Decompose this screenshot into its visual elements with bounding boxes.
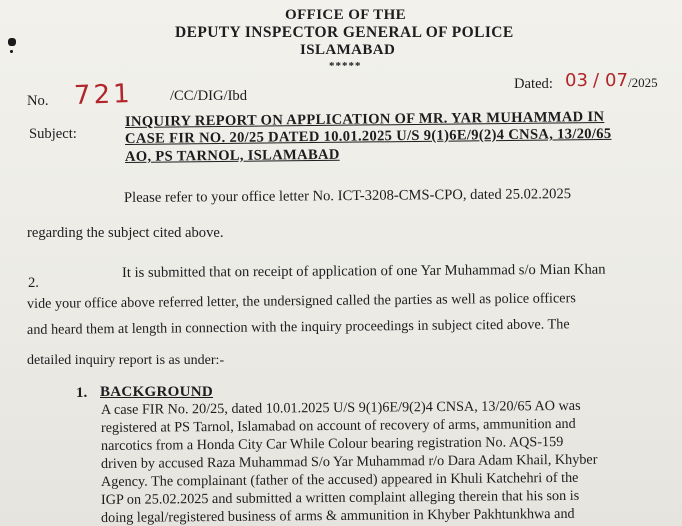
ref-office-code: /CC/DIG/Ibd — [170, 88, 248, 104]
ref-no-handwritten: 721 — [73, 78, 134, 112]
header-office-of: OFFICE OF THE — [285, 7, 407, 23]
header-stars: ***** — [329, 60, 362, 72]
para2-line-4: detailed inquiry report is as under:- — [27, 353, 225, 368]
refer-line-2: regarding the subject cited above. — [27, 225, 224, 241]
background-line-5: Agency. The complainant (father of the accused) appeared in Khuli Katchehri of the — [100, 469, 579, 490]
subject-line-3: AO, PS TARNOL, ISLAMABAD — [124, 146, 340, 165]
dated-label: Dated: — [514, 76, 553, 92]
header-islamabad: ISLAMABAD — [300, 42, 396, 58]
dated-year: /2025 — [628, 75, 658, 90]
subject-label: Subject: — [29, 126, 77, 142]
dated-month: 07 — [605, 70, 628, 91]
background-heading: BACKGROUND — [100, 384, 214, 400]
background-line-4: driven by accused Raza Muhammad S/o Yar Muhammad r/o Dara Adam Khail, Khyber — [100, 451, 598, 472]
ref-no-label: No. — [27, 93, 49, 109]
dated-separator: / — [593, 70, 600, 91]
para2-number: 2. — [28, 275, 39, 291]
scan-speck — [10, 50, 13, 53]
para2-line-1: It is submitted that on receipt of application of one Yar Muhammad s/o Mian Khan — [121, 261, 606, 281]
dated-day: 03 — [565, 70, 588, 91]
subject-line-1: INQUIRY REPORT ON APPLICATION OF MR. YAR MUHAMMAD IN — [124, 108, 605, 130]
background-line-2: registered at PS Tarnol, Islamabad on account of recovery of arms, ammunition and — [100, 415, 576, 436]
refer-line-1: Please refer to your office letter No. ICT-3208-CMS-CPO, dated 25.02.2025 — [123, 186, 572, 206]
background-line-7: doing legal/registered business of arms & ammunition in Khyber Pakhtunkhwa and — [100, 505, 575, 526]
background-number: 1. — [76, 385, 88, 401]
para2-line-3: and heard them at length in connection with the inquiry proceedings in subject cited above. The — [26, 316, 570, 338]
scan-speck — [8, 38, 16, 46]
header-dig-police: DEPUTY INSPECTOR GENERAL OF POLICE — [175, 24, 514, 41]
para2-line-2: vide your office above referred letter, the undersigned called the parties as well as police officers — [26, 290, 576, 312]
background-line-1: A case FIR No. 20/25, dated 10.01.2025 U/S 9(1)6E/9(2)4 CNSA, 13/20/65 AO was — [100, 397, 581, 418]
background-line-3: narcotics from a Honda City Car While Colour bearing registration No. AQS-159 — [100, 433, 564, 454]
subject-line-2: CASE FIR NO. 20/25 DATED 10.01.2025 U/S 9(1)6E/9(2)4 CNSA, 13/20/65 — [124, 125, 612, 147]
background-line-6: IGP on 25.02.2025 and submitted a written complaint alleging therein that his son is — [100, 487, 580, 508]
